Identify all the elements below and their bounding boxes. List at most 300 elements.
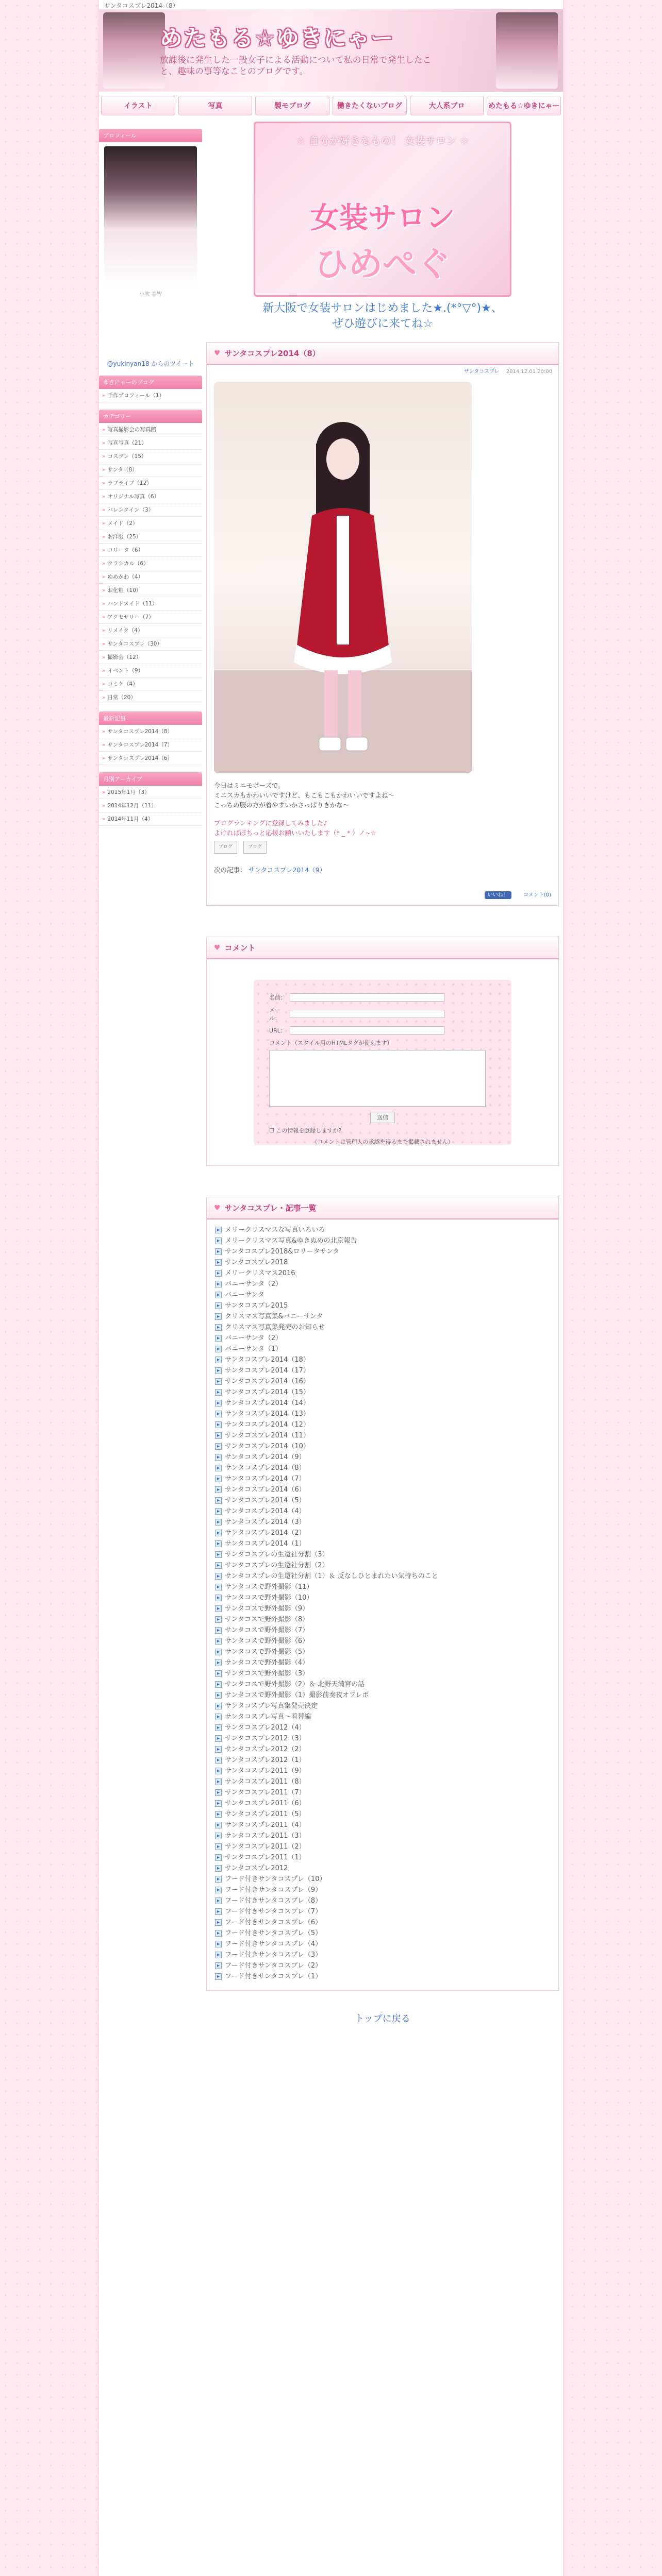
article-list-link[interactable]: フード付きサンタコスプレ（1）	[225, 1973, 322, 1980]
bullet-icon: ▸	[215, 1400, 222, 1406]
article-list-item[interactable]	[215, 1582, 550, 1592]
article-list-link[interactable]: サンタコスで野外撮影（6）	[225, 1637, 309, 1645]
sidebar-section-list	[99, 786, 202, 826]
article-list-link[interactable]: サンタコスプレ2011（4）	[225, 1821, 306, 1829]
article-list-item[interactable]	[215, 1614, 550, 1625]
article-list-link[interactable]: サンタコスプレ2011（9）	[225, 1767, 306, 1775]
article-list-item[interactable]	[215, 1571, 550, 1582]
article-list-link[interactable]: サンタコスプレ2014（13）	[225, 1410, 310, 1418]
bullet-icon: ▸	[215, 1649, 222, 1655]
bullet-icon: ▸	[215, 1746, 222, 1753]
sidebar-link[interactable]: » 2014年11月（4）	[99, 812, 202, 826]
sidebar-section-list	[99, 725, 202, 765]
bullet-icon: ▸	[215, 1346, 222, 1352]
comment-section	[206, 937, 559, 1166]
article-list-item[interactable]	[215, 1528, 550, 1538]
site-description: 放課後に発生した一般女子による活動について私の日常で発生したこと、趣味の事等なことのブログです。	[160, 55, 432, 77]
bullet-icon: ▸	[215, 1887, 222, 1893]
bullet-icon: ▸	[215, 1941, 222, 1947]
bullet-icon: ▸	[215, 1843, 222, 1850]
article-list-link[interactable]: バニーサンタ（2）	[225, 1334, 283, 1342]
article-list-item[interactable]	[215, 1549, 550, 1560]
facebook-like-button[interactable]: いいね！	[485, 891, 511, 899]
blog-entry	[206, 342, 559, 906]
sidebar-link[interactable]: » 写真写真（21）	[99, 436, 202, 450]
bullet-icon: ▸	[215, 1227, 222, 1233]
next-entry-label: 次の記事：	[214, 866, 246, 874]
article-list-item[interactable]	[215, 1538, 550, 1549]
sidebar-link[interactable]: » リメイク（4）	[99, 624, 202, 637]
sidebar-link[interactable]: » サンタコスプレ2014（6）	[99, 752, 202, 765]
article-list-section	[206, 1197, 559, 1991]
bullet-icon: ▸	[215, 1443, 222, 1450]
page-wrapper	[99, 0, 563, 2576]
article-list-link[interactable]: サンタコスプレ2014（11）	[225, 1432, 310, 1439]
bullet-icon: ▸	[215, 1584, 222, 1590]
article-list-link[interactable]: サンタコスプレ2011（5）	[225, 1810, 306, 1818]
sidebar-link[interactable]: » アクセサリー（7）	[99, 611, 202, 624]
article-list-item[interactable]	[215, 1755, 550, 1766]
global-nav	[99, 93, 563, 118]
article-list-item[interactable]	[215, 1722, 550, 1733]
sidebar-link[interactable]: » メイド（2）	[99, 517, 202, 530]
article-list-item[interactable]	[215, 1300, 550, 1311]
next-entry-link[interactable]: サンタコスプレ2014（9）	[248, 866, 326, 874]
article-list-link[interactable]: サンタコスプレ2014（14）	[225, 1399, 310, 1407]
article-list-link[interactable]: サンタコスプレの生還社分割（1）＆ 反なしひとまれたい気持ちのこと	[225, 1572, 438, 1580]
url-field[interactable]	[290, 1026, 444, 1035]
article-list-item[interactable]	[215, 1820, 550, 1831]
bullet-icon: ▸	[215, 1476, 222, 1482]
nav-item-home[interactable]: めたもる☆ゆきにゃー	[487, 96, 561, 115]
comment-notice: （コメントは管理人の承認を得るまで掲載されません）	[311, 1139, 454, 1145]
sidebar-link[interactable]: » コスプレ（15）	[99, 450, 202, 463]
sidebar-link[interactable]: » 手作プロフィール（1）	[99, 389, 202, 402]
article-list-item[interactable]	[215, 1711, 550, 1722]
article-list-item[interactable]	[215, 1560, 550, 1571]
article-list-item[interactable]	[215, 1625, 550, 1636]
sidebar-link[interactable]: » サンタ（8）	[99, 463, 202, 477]
sidebar-link[interactable]: » コミケ（4）	[99, 677, 202, 691]
bullet-icon: ▸	[215, 1421, 222, 1428]
comment-textarea[interactable]	[269, 1050, 486, 1107]
article-list-heading	[207, 1197, 558, 1219]
article-list-link[interactable]: サンタコスプレ2014（8）	[225, 1464, 306, 1472]
article-list-item[interactable]	[215, 1831, 550, 1841]
article-list-link[interactable]: サンタコスプレ2012	[225, 1865, 288, 1872]
article-list-link[interactable]: サンタコスプレ2011（8）	[225, 1778, 306, 1786]
santa-figure-illustration	[214, 382, 472, 773]
article-list-link[interactable]: サンタコスで野外撮影（3）	[225, 1670, 309, 1677]
heart-icon: ♥	[214, 943, 221, 952]
article-list-item[interactable]	[215, 1311, 550, 1322]
bullet-icon: ▸	[215, 1248, 222, 1255]
article-list	[207, 1219, 558, 1990]
article-list-item[interactable]	[215, 1290, 550, 1300]
bullet-icon: ▸	[215, 1627, 222, 1634]
article-list-link[interactable]: フード付きサンタコスプレ（8）	[225, 1897, 322, 1905]
bullet-icon: ▸	[215, 1659, 222, 1666]
bullet-icon: ▸	[215, 1573, 222, 1580]
sidebar-sections	[99, 376, 202, 826]
article-list-link[interactable]: サンタコスで野外撮影（8）	[225, 1616, 309, 1623]
sidebar	[99, 122, 202, 826]
article-list-item[interactable]	[215, 1387, 550, 1398]
bullet-icon: ▸	[215, 1757, 222, 1764]
bullet-icon: ▸	[215, 1454, 222, 1461]
submit-button[interactable]: 送信	[370, 1112, 395, 1123]
article-list-link[interactable]: サンタコスプレ2011（3）	[225, 1832, 306, 1840]
name-label: 名前：	[269, 994, 286, 1001]
entry-line-3: こっちの服の方が着やすいかさっぱりきかな〜	[214, 801, 350, 809]
article-list-item[interactable]	[215, 1657, 550, 1668]
article-list-item[interactable]	[215, 1365, 550, 1376]
article-list-link[interactable]: サンタコスで野外撮影（1）撮影前奏夜オフレポ	[225, 1691, 369, 1699]
article-list-link[interactable]: フード付きサンタコスプレ（2）	[225, 1962, 322, 1970]
article-list-link[interactable]: サンタコスプレの生還社分割（2）	[225, 1562, 329, 1569]
article-list-item[interactable]	[215, 1268, 550, 1279]
article-list-link[interactable]: クリスマス写真集発売のお知らせ	[225, 1324, 325, 1331]
site-title[interactable]: めたもる☆ゆきにゃー	[160, 25, 394, 52]
article-list-item[interactable]	[215, 1409, 550, 1419]
comment-label: コメント（スタイル用のHTMLタグが使えます）	[269, 1040, 393, 1046]
article-list-item[interactable]	[215, 1647, 550, 1657]
comment-heading	[207, 937, 558, 959]
banner-headline: 女装サロン	[310, 201, 455, 235]
article-list-link[interactable]: サンタコスプレ2011（7）	[225, 1789, 306, 1797]
sidebar-link[interactable]: » ラブライブ（12）	[99, 477, 202, 490]
bullet-icon: ▸	[215, 1962, 222, 1969]
article-list-item[interactable]	[215, 1246, 550, 1257]
article-list-item[interactable]	[215, 1701, 550, 1711]
remember-checkbox[interactable]: ☐	[269, 1127, 276, 1134]
article-list-link[interactable]: サンタコスプレ2014（3）	[225, 1518, 306, 1526]
bullet-icon: ▸	[215, 1833, 222, 1839]
article-list-item[interactable]	[215, 1776, 550, 1787]
article-list-link[interactable]: サンタコスプレ2014（2）	[225, 1529, 306, 1537]
article-list-item[interactable]	[215, 1960, 550, 1971]
bullet-icon: ▸	[215, 1497, 222, 1504]
sidebar-link[interactable]: » ゆめかわ（4）	[99, 570, 202, 584]
bullet-icon: ▸	[215, 1313, 222, 1320]
article-list-link[interactable]: サンタコスで野外撮影（5）	[225, 1648, 309, 1656]
back-to-top-link[interactable]: トップに戻る	[355, 2013, 410, 2024]
article-list-item[interactable]	[215, 1495, 550, 1506]
article-list-link[interactable]: クリスマス写真集&バニーサンタ	[225, 1313, 323, 1320]
article-list-link[interactable]: フード付きサンタコスプレ（7）	[225, 1908, 322, 1916]
article-list-item[interactable]	[215, 1257, 550, 1268]
article-list-link[interactable]: サンタコスプレ2014（7）	[225, 1475, 306, 1483]
nav-item-blog[interactable]: 製モブログ	[255, 96, 329, 115]
article-list-item[interactable]	[215, 1950, 550, 1960]
article-list-item[interactable]	[215, 1906, 550, 1917]
article-list-item[interactable]	[215, 1344, 550, 1354]
article-list-link[interactable]: サンタコスプレ2018	[225, 1259, 288, 1266]
entry-line-1: 今日はミニモポーズで。	[214, 782, 285, 789]
bullet-icon: ▸	[215, 1952, 222, 1958]
twitter-link[interactable]: @yukinyan18 からのツイート	[107, 360, 194, 367]
url-label: URL：	[269, 1027, 286, 1034]
ranking-button-2[interactable]: ブログ	[243, 841, 267, 854]
bullet-icon: ▸	[215, 1811, 222, 1818]
article-list-link[interactable]: サンタコスプレ2014（17）	[225, 1367, 310, 1375]
article-list-link[interactable]: バニーサンタ（2）	[225, 1280, 283, 1288]
sidebar-link[interactable]: » サンタコスプレ2014（8）	[99, 725, 202, 738]
article-list-item[interactable]	[215, 1939, 550, 1950]
sidebar-link[interactable]: » サンタコスプレ2014（7）	[99, 738, 202, 752]
bullet-icon: ▸	[215, 1281, 222, 1287]
ranking-sub: よければぽちっと応援お願いいたします（* _ * ）ノ~☆	[214, 829, 376, 837]
article-list-item[interactable]	[215, 1928, 550, 1939]
banner-brand: ひめぺぐ	[315, 244, 451, 284]
sidebar-link[interactable]: » オリジナル写真（6）	[99, 490, 202, 503]
name-field[interactable]	[290, 993, 444, 1002]
article-list-link[interactable]: サンタコスプレ2012（4）	[225, 1724, 306, 1732]
article-list-item[interactable]	[215, 1333, 550, 1344]
article-list-item[interactable]	[215, 1668, 550, 1679]
article-list-link[interactable]: サンタコスプレ2012（3）	[225, 1735, 306, 1742]
nav-item-photo[interactable]: 写真	[178, 96, 253, 115]
article-list-link[interactable]: サンタコスプレ2014（5）	[225, 1497, 306, 1504]
article-list-item[interactable]	[215, 1798, 550, 1809]
bullet-icon: ▸	[215, 1973, 222, 1980]
bullet-icon: ▸	[215, 1367, 222, 1374]
nav-item-adult[interactable]: 大人系ブロ	[410, 96, 484, 115]
article-list-item[interactable]	[215, 1322, 550, 1333]
ranking-intro: ブログランキングに登録してみました♪	[214, 819, 328, 827]
article-list-link[interactable]: サンタコスプレの生還社分割（3）	[225, 1551, 329, 1558]
bullet-icon: ▸	[215, 1930, 222, 1937]
article-list-link[interactable]: サンタコスプレ2011（6）	[225, 1800, 306, 1807]
bullet-icon: ▸	[215, 1897, 222, 1904]
article-list-item[interactable]	[215, 1430, 550, 1441]
comment-form	[254, 980, 511, 1145]
article-list-link[interactable]: フード付きサンタコスプレ（10）	[225, 1875, 326, 1883]
banner-caption-line1: 新大阪で女装サロンはじめました★.(*°▽°)★、	[262, 302, 503, 315]
article-list-link[interactable]: サンタコスプレ2014（9）	[225, 1453, 306, 1461]
mail-label: メール：	[269, 1007, 280, 1022]
sidebar-section-heading: ゆきにゃーのブログ	[99, 376, 202, 389]
article-list-link[interactable]: サンタコスで野外撮影（2）＆ 北野天満宮の話	[225, 1681, 365, 1688]
article-list-link[interactable]: メリークリスマス2016	[225, 1269, 295, 1277]
article-list-item[interactable]	[215, 1841, 550, 1852]
bullet-icon: ▸	[215, 1670, 222, 1677]
article-list-item[interactable]	[215, 1484, 550, 1495]
article-list-item[interactable]	[215, 1787, 550, 1798]
banner-caption	[206, 301, 559, 332]
article-list-link[interactable]: フード付きサンタコスプレ（4）	[225, 1940, 322, 1948]
bullet-icon: ▸	[215, 1411, 222, 1417]
mail-field[interactable]	[290, 1010, 444, 1018]
bullet-icon: ▸	[215, 1735, 222, 1742]
article-list-item[interactable]	[215, 1354, 550, 1365]
article-list-link[interactable]: バニーサンタ（1）	[225, 1345, 283, 1353]
article-list-item[interactable]	[215, 1852, 550, 1863]
entry-heading	[207, 343, 558, 365]
article-list-item[interactable]	[215, 1690, 550, 1701]
article-list-link[interactable]: フード付きサンタコスプレ（6）	[225, 1919, 322, 1926]
sidebar-link[interactable]: » お洋服（25）	[99, 530, 202, 544]
article-list-item[interactable]	[215, 1895, 550, 1906]
article-list-item[interactable]	[215, 1766, 550, 1776]
sidebar-link[interactable]: » ロリータ（6）	[99, 544, 202, 557]
article-list-item[interactable]	[215, 1809, 550, 1820]
bullet-icon: ▸	[215, 1508, 222, 1515]
article-list-item[interactable]	[215, 1225, 550, 1235]
sidebar-link[interactable]: » イベント（9）	[99, 664, 202, 677]
sidebar-link[interactable]: » 日常（20）	[99, 691, 202, 704]
sidebar-link[interactable]: » お化粧（10）	[99, 584, 202, 597]
bullet-icon: ▸	[215, 1324, 222, 1331]
nav-item-illust[interactable]: イラスト	[101, 96, 175, 115]
bullet-icon: ▸	[215, 1486, 222, 1493]
article-list-item[interactable]	[215, 1452, 550, 1463]
sidebar-link[interactable]: » 写真撮影会の写真館	[99, 423, 202, 436]
article-list-link[interactable]: フード付きサンタコスプレ（5）	[225, 1929, 322, 1937]
bullet-icon: ▸	[215, 1238, 222, 1244]
sidebar-section-heading: 月別アーカイブ	[99, 772, 202, 786]
article-list-link[interactable]: サンタコスで野外撮影（11）	[225, 1583, 313, 1591]
banner-line: ☆ 自分が好きなもの！ 女装サロン ☆	[296, 134, 469, 147]
article-list-item[interactable]	[215, 1235, 550, 1246]
bullet-icon: ▸	[215, 1778, 222, 1785]
bullet-icon: ▸	[215, 1908, 222, 1915]
article-list-link[interactable]: サンタコスプレ写真〜着替編	[225, 1713, 311, 1721]
santa-photo[interactable]	[214, 382, 472, 773]
article-list-item[interactable]	[215, 1885, 550, 1895]
article-list-link[interactable]: サンタコスプレ写真集発売決定	[225, 1702, 318, 1710]
bullet-icon: ▸	[215, 1465, 222, 1471]
next-entry	[214, 865, 551, 875]
article-list-link[interactable]: サンタコスプレ2011（1）	[225, 1854, 306, 1861]
article-list-item[interactable]	[215, 1733, 550, 1744]
bullet-icon: ▸	[215, 1519, 222, 1526]
bullet-icon: ▸	[215, 1540, 222, 1547]
article-list-link[interactable]: サンタコスで野外撮影（7）	[225, 1626, 309, 1634]
bullet-icon: ▸	[215, 1357, 222, 1363]
article-list-item[interactable]	[215, 1744, 550, 1755]
article-list-link[interactable]: サンタコスプレ2012（2）	[225, 1745, 306, 1753]
profile-avatar	[104, 146, 197, 285]
article-list-item[interactable]	[215, 1592, 550, 1603]
article-list-item[interactable]	[215, 1419, 550, 1430]
article-list-item[interactable]	[215, 1603, 550, 1614]
entry-category[interactable]: サンタコスプレ	[464, 369, 500, 375]
bullet-icon: ▸	[215, 1638, 222, 1645]
comment-title: コメント	[224, 943, 256, 953]
article-list-link[interactable]: サンタコスプレ2015	[225, 1302, 288, 1310]
article-list-link[interactable]: バニーサンタ	[225, 1291, 264, 1299]
article-list-item[interactable]	[215, 1506, 550, 1517]
comment-form-area	[207, 959, 558, 1165]
bullet-icon: ▸	[215, 1562, 222, 1569]
bullet-icon: ▸	[215, 1432, 222, 1439]
bullet-icon: ▸	[215, 1724, 222, 1731]
article-list-item[interactable]	[215, 1679, 550, 1690]
article-list-link[interactable]: サンタコスプレ2018&ロリータサンタ	[225, 1248, 340, 1256]
article-list-item[interactable]	[215, 1441, 550, 1452]
article-list-link[interactable]: サンタコスプレ2014（18）	[225, 1356, 310, 1364]
header-photo-left	[103, 12, 165, 89]
entry-body	[207, 377, 558, 905]
article-list-link[interactable]: サンタコスプレ2012（1）	[225, 1756, 306, 1764]
sidebar-link[interactable]: » 2015年1月（3）	[99, 786, 202, 799]
ranking-button-1[interactable]: ブログ	[214, 841, 237, 854]
article-list-item[interactable]	[215, 1971, 550, 1982]
article-list-link[interactable]: サンタコスで野外撮影（9）	[225, 1605, 309, 1613]
bullet-icon: ▸	[215, 1768, 222, 1774]
article-list-item[interactable]	[215, 1874, 550, 1885]
heart-icon: ♥	[214, 1204, 221, 1212]
bullet-icon: ▸	[215, 1302, 222, 1309]
comment-count-link[interactable]: コメント(0)	[523, 892, 551, 898]
bullet-icon: ▸	[215, 1714, 222, 1720]
article-list-link[interactable]: サンタコスで野外撮影（4）	[225, 1659, 309, 1667]
article-list-item[interactable]	[215, 1636, 550, 1647]
article-list-item[interactable]	[215, 1398, 550, 1409]
article-list-item[interactable]	[215, 1517, 550, 1528]
article-list-item[interactable]	[215, 1279, 550, 1290]
article-list-link[interactable]: フード付きサンタコスプレ（9）	[225, 1886, 322, 1894]
page-title: サンタコスプレ2014（8）	[104, 2, 179, 9]
bullet-icon: ▸	[215, 1854, 222, 1861]
article-list-link[interactable]: サンタコスで野外撮影（10）	[225, 1594, 313, 1602]
sidebar-link[interactable]: » 撮影会（12）	[99, 651, 202, 664]
sidebar-section-heading: 最新記事	[99, 711, 202, 725]
article-list-link[interactable]: サンタコスプレ2014（15）	[225, 1388, 310, 1396]
heart-icon: ♥	[214, 349, 221, 358]
bullet-icon: ▸	[215, 1605, 222, 1612]
article-list-title: サンタコスプレ・記事一覧	[224, 1204, 317, 1213]
banner-caption-line2: ぜひ遊びに来てね☆	[332, 317, 433, 330]
bullet-icon: ▸	[215, 1551, 222, 1558]
header-photo-right	[496, 12, 558, 89]
site-header	[99, 9, 563, 92]
bullet-icon: ▸	[215, 1616, 222, 1623]
bullet-icon: ▸	[215, 1822, 222, 1828]
bullet-icon: ▸	[215, 1681, 222, 1688]
article-list-link[interactable]: メリークリスマスな写真いろいろ	[225, 1226, 325, 1234]
sidebar-link[interactable]: » バレンタイン（3）	[99, 503, 202, 517]
bullet-icon: ▸	[215, 1865, 222, 1872]
article-list-item[interactable]	[215, 1376, 550, 1387]
article-list-link[interactable]: メリークリスマス写真&ゆきぬめの北京報告	[225, 1237, 357, 1245]
main-content	[206, 122, 559, 2025]
entry-line-2: ミニスカもかわいいですけど、もこもこもかわいいですよね〜	[214, 791, 395, 799]
article-list-link[interactable]: サンタコスプレ2014（16）	[225, 1378, 310, 1385]
salon-banner[interactable]	[254, 122, 511, 297]
nav-item-work-blog[interactable]: 働きたくないブログ	[333, 96, 407, 115]
sidebar-link[interactable]: » クラシカル（6）	[99, 557, 202, 570]
article-list-item[interactable]	[215, 1917, 550, 1928]
article-list-link[interactable]: サンタコスプレ2014（12）	[225, 1421, 310, 1429]
sidebar-link[interactable]: » 2014年12月（11）	[99, 799, 202, 812]
sidebar-link[interactable]: » ハンドメイド（11）	[99, 597, 202, 611]
article-list-link[interactable]: サンタコスプレ2014（10）	[225, 1443, 310, 1450]
article-list-link[interactable]: サンタコスプレ2014（6）	[225, 1486, 306, 1494]
article-list-item[interactable]	[215, 1863, 550, 1874]
article-list-link[interactable]: サンタコスプレ2014（4）	[225, 1507, 306, 1515]
article-list-link[interactable]: フード付きサンタコスプレ（3）	[225, 1951, 322, 1959]
article-list-link[interactable]: サンタコスプレ2011（2）	[225, 1843, 306, 1851]
article-list-item[interactable]	[215, 1473, 550, 1484]
sidebar-link[interactable]: » サンタコスプレ（30）	[99, 637, 202, 651]
bullet-icon: ▸	[215, 1389, 222, 1396]
entry-title[interactable]: サンタコスプレ2014（8）	[224, 349, 320, 358]
article-list-link[interactable]: サンタコスプレ2014（1）	[225, 1540, 306, 1548]
bullet-icon: ▸	[215, 1335, 222, 1342]
article-list-item[interactable]	[215, 1463, 550, 1473]
